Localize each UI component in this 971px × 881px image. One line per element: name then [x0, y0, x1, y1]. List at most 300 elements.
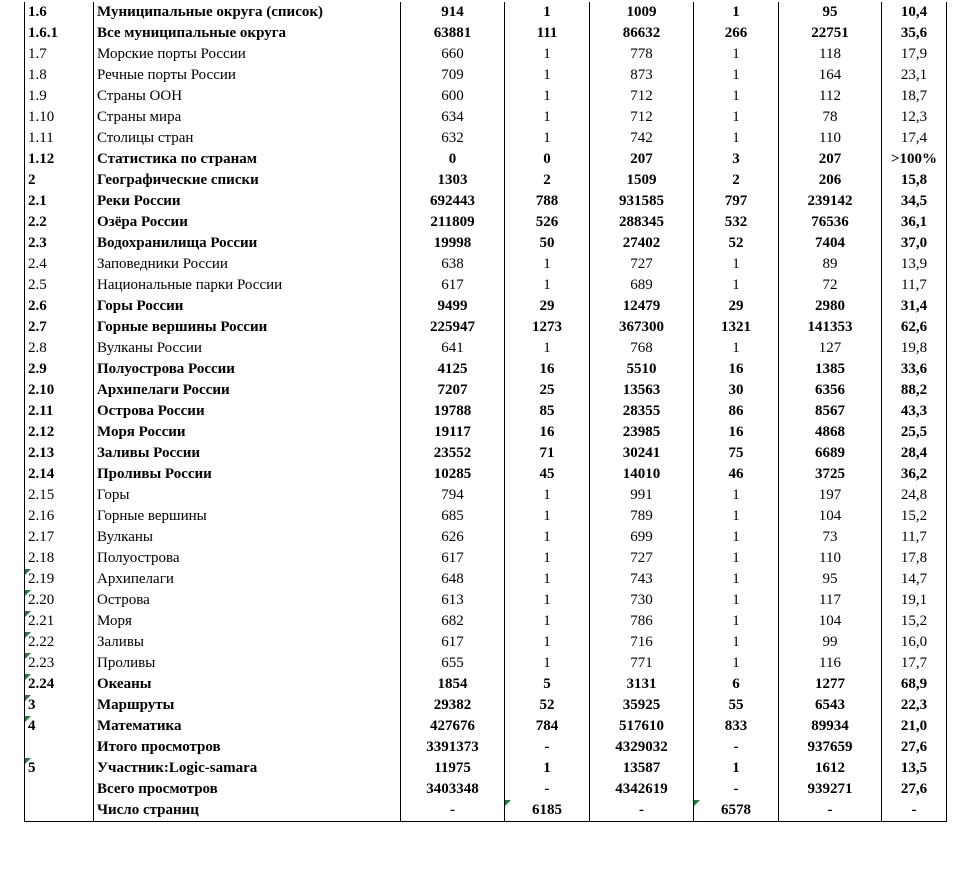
value-diff-cell[interactable] [779, 695, 882, 716]
value-b-cell[interactable] [505, 548, 590, 569]
value-diff-cell[interactable] [779, 86, 882, 107]
row-title-cell[interactable] [94, 317, 401, 338]
row-title-cell[interactable] [94, 758, 401, 779]
value-c-cell[interactable] [590, 443, 694, 464]
value-percent-cell[interactable] [882, 800, 947, 822]
value-c-cell[interactable] [590, 611, 694, 632]
value-a-cell[interactable] [401, 233, 505, 254]
value-a-cell[interactable] [401, 359, 505, 380]
value-percent-cell[interactable] [882, 737, 947, 758]
row-number-cell[interactable] [25, 338, 94, 359]
row-number-cell[interactable] [25, 380, 94, 401]
value-percent-cell[interactable] [882, 506, 947, 527]
value-b-cell[interactable] [505, 275, 590, 296]
value-d-cell[interactable] [694, 779, 779, 800]
row-number-cell[interactable] [25, 107, 94, 128]
value-b-cell[interactable] [505, 317, 590, 338]
row-number-cell[interactable] [25, 212, 94, 233]
value-a-cell[interactable] [401, 800, 505, 822]
value-diff-cell[interactable] [779, 674, 882, 695]
value-percent-cell[interactable] [882, 128, 947, 149]
value-percent-cell[interactable] [882, 65, 947, 86]
value-a-cell[interactable] [401, 506, 505, 527]
value-percent-cell[interactable] [882, 422, 947, 443]
value-c-cell[interactable] [590, 191, 694, 212]
row-number-cell[interactable] [25, 611, 94, 632]
row-number-cell[interactable] [25, 44, 94, 65]
value-c-cell[interactable] [590, 506, 694, 527]
row-number-cell[interactable] [25, 737, 94, 758]
value-c-cell[interactable] [590, 569, 694, 590]
value-c-cell[interactable] [590, 779, 694, 800]
value-d-cell[interactable] [694, 317, 779, 338]
row-title-cell[interactable] [94, 464, 401, 485]
value-percent-cell[interactable] [882, 485, 947, 506]
row-number-cell[interactable] [25, 2, 94, 23]
value-b-cell[interactable] [505, 569, 590, 590]
value-d-cell[interactable] [694, 653, 779, 674]
value-b-cell[interactable] [505, 506, 590, 527]
value-b-cell[interactable] [505, 296, 590, 317]
row-number-cell[interactable] [25, 548, 94, 569]
value-percent-cell[interactable] [882, 317, 947, 338]
value-c-cell[interactable] [590, 737, 694, 758]
value-c-cell[interactable] [590, 800, 694, 822]
value-a-cell[interactable] [401, 296, 505, 317]
value-percent-cell[interactable] [882, 2, 947, 23]
row-title-cell[interactable] [94, 359, 401, 380]
row-number-cell[interactable] [25, 800, 94, 822]
value-diff-cell[interactable] [779, 212, 882, 233]
row-number-cell[interactable] [25, 422, 94, 443]
row-number-cell[interactable] [25, 254, 94, 275]
value-b-cell[interactable] [505, 632, 590, 653]
row-number-cell[interactable] [25, 527, 94, 548]
row-title-cell[interactable] [94, 401, 401, 422]
value-percent-cell[interactable] [882, 275, 947, 296]
value-b-cell[interactable] [505, 653, 590, 674]
value-percent-cell[interactable] [882, 44, 947, 65]
value-c-cell[interactable] [590, 653, 694, 674]
value-d-cell[interactable] [694, 212, 779, 233]
row-title-cell[interactable] [94, 548, 401, 569]
value-diff-cell[interactable] [779, 44, 882, 65]
row-number-cell[interactable] [25, 191, 94, 212]
value-b-cell[interactable] [505, 233, 590, 254]
value-c-cell[interactable] [590, 233, 694, 254]
value-diff-cell[interactable] [779, 23, 882, 44]
value-d-cell[interactable] [694, 800, 779, 822]
value-d-cell[interactable] [694, 338, 779, 359]
value-diff-cell[interactable] [779, 380, 882, 401]
value-c-cell[interactable] [590, 128, 694, 149]
value-b-cell[interactable] [505, 422, 590, 443]
value-diff-cell[interactable] [779, 800, 882, 822]
value-c-cell[interactable] [590, 632, 694, 653]
value-d-cell[interactable] [694, 254, 779, 275]
value-d-cell[interactable] [694, 296, 779, 317]
value-percent-cell[interactable] [882, 149, 947, 170]
value-b-cell[interactable] [505, 611, 590, 632]
row-number-cell[interactable] [25, 128, 94, 149]
value-c-cell[interactable] [590, 674, 694, 695]
value-b-cell[interactable] [505, 674, 590, 695]
value-a-cell[interactable] [401, 716, 505, 737]
value-percent-cell[interactable] [882, 359, 947, 380]
value-percent-cell[interactable] [882, 401, 947, 422]
row-number-cell[interactable] [25, 779, 94, 800]
value-percent-cell[interactable] [882, 611, 947, 632]
value-d-cell[interactable] [694, 65, 779, 86]
value-c-cell[interactable] [590, 485, 694, 506]
value-a-cell[interactable] [401, 653, 505, 674]
value-percent-cell[interactable] [882, 254, 947, 275]
value-d-cell[interactable] [694, 23, 779, 44]
value-a-cell[interactable] [401, 338, 505, 359]
value-percent-cell[interactable] [882, 23, 947, 44]
row-number-cell[interactable] [25, 233, 94, 254]
value-percent-cell[interactable] [882, 527, 947, 548]
value-diff-cell[interactable] [779, 128, 882, 149]
row-title-cell[interactable] [94, 149, 401, 170]
value-d-cell[interactable] [694, 443, 779, 464]
value-c-cell[interactable] [590, 422, 694, 443]
value-percent-cell[interactable] [882, 233, 947, 254]
value-d-cell[interactable] [694, 44, 779, 65]
value-diff-cell[interactable] [779, 422, 882, 443]
value-a-cell[interactable] [401, 149, 505, 170]
value-diff-cell[interactable] [779, 191, 882, 212]
value-diff-cell[interactable] [779, 611, 882, 632]
value-diff-cell[interactable] [779, 464, 882, 485]
value-a-cell[interactable] [401, 485, 505, 506]
row-title-cell[interactable] [94, 44, 401, 65]
value-b-cell[interactable] [505, 695, 590, 716]
row-title-cell[interactable] [94, 569, 401, 590]
value-a-cell[interactable] [401, 632, 505, 653]
value-b-cell[interactable] [505, 191, 590, 212]
value-d-cell[interactable] [694, 359, 779, 380]
row-number-cell[interactable] [25, 569, 94, 590]
value-b-cell[interactable] [505, 779, 590, 800]
row-title-cell[interactable] [94, 338, 401, 359]
row-title-cell[interactable] [94, 254, 401, 275]
value-diff-cell[interactable] [779, 359, 882, 380]
value-c-cell[interactable] [590, 23, 694, 44]
value-c-cell[interactable] [590, 590, 694, 611]
row-title-cell[interactable] [94, 233, 401, 254]
value-b-cell[interactable] [505, 65, 590, 86]
value-d-cell[interactable] [694, 590, 779, 611]
value-d-cell[interactable] [694, 569, 779, 590]
value-diff-cell[interactable] [779, 527, 882, 548]
value-b-cell[interactable] [505, 464, 590, 485]
value-diff-cell[interactable] [779, 107, 882, 128]
row-title-cell[interactable] [94, 128, 401, 149]
value-b-cell[interactable] [505, 86, 590, 107]
row-number-cell[interactable] [25, 464, 94, 485]
value-d-cell[interactable] [694, 737, 779, 758]
row-number-cell[interactable] [25, 590, 94, 611]
value-b-cell[interactable] [505, 401, 590, 422]
value-diff-cell[interactable] [779, 2, 882, 23]
value-d-cell[interactable] [694, 632, 779, 653]
row-number-cell[interactable] [25, 170, 94, 191]
value-a-cell[interactable] [401, 191, 505, 212]
value-a-cell[interactable] [401, 674, 505, 695]
value-c-cell[interactable] [590, 317, 694, 338]
value-c-cell[interactable] [590, 464, 694, 485]
row-title-cell[interactable] [94, 422, 401, 443]
value-c-cell[interactable] [590, 275, 694, 296]
value-diff-cell[interactable] [779, 590, 882, 611]
row-number-cell[interactable] [25, 443, 94, 464]
value-b-cell[interactable] [505, 737, 590, 758]
value-d-cell[interactable] [694, 758, 779, 779]
value-d-cell[interactable] [694, 548, 779, 569]
value-a-cell[interactable] [401, 422, 505, 443]
value-a-cell[interactable] [401, 128, 505, 149]
value-b-cell[interactable] [505, 44, 590, 65]
value-c-cell[interactable] [590, 527, 694, 548]
row-number-cell[interactable] [25, 296, 94, 317]
value-c-cell[interactable] [590, 338, 694, 359]
value-diff-cell[interactable] [779, 569, 882, 590]
value-c-cell[interactable] [590, 758, 694, 779]
value-a-cell[interactable] [401, 779, 505, 800]
value-d-cell[interactable] [694, 611, 779, 632]
value-percent-cell[interactable] [882, 170, 947, 191]
row-title-cell[interactable] [94, 716, 401, 737]
value-c-cell[interactable] [590, 107, 694, 128]
value-d-cell[interactable] [694, 128, 779, 149]
value-a-cell[interactable] [401, 590, 505, 611]
value-d-cell[interactable] [694, 149, 779, 170]
value-b-cell[interactable] [505, 254, 590, 275]
value-b-cell[interactable] [505, 23, 590, 44]
value-b-cell[interactable] [505, 170, 590, 191]
value-c-cell[interactable] [590, 44, 694, 65]
row-title-cell[interactable] [94, 23, 401, 44]
row-number-cell[interactable] [25, 632, 94, 653]
row-title-cell[interactable] [94, 485, 401, 506]
value-b-cell[interactable] [505, 338, 590, 359]
value-diff-cell[interactable] [779, 737, 882, 758]
value-diff-cell[interactable] [779, 170, 882, 191]
row-number-cell[interactable] [25, 86, 94, 107]
row-title-cell[interactable] [94, 653, 401, 674]
value-d-cell[interactable] [694, 170, 779, 191]
value-c-cell[interactable] [590, 149, 694, 170]
value-c-cell[interactable] [590, 359, 694, 380]
value-a-cell[interactable] [401, 380, 505, 401]
value-b-cell[interactable] [505, 590, 590, 611]
row-title-cell[interactable] [94, 170, 401, 191]
value-diff-cell[interactable] [779, 716, 882, 737]
value-b-cell[interactable] [505, 212, 590, 233]
value-percent-cell[interactable] [882, 695, 947, 716]
row-title-cell[interactable] [94, 86, 401, 107]
value-percent-cell[interactable] [882, 443, 947, 464]
value-b-cell[interactable] [505, 527, 590, 548]
value-percent-cell[interactable] [882, 191, 947, 212]
value-d-cell[interactable] [694, 107, 779, 128]
value-c-cell[interactable] [590, 695, 694, 716]
value-percent-cell[interactable] [882, 569, 947, 590]
row-title-cell[interactable] [94, 737, 401, 758]
value-a-cell[interactable] [401, 2, 505, 23]
value-diff-cell[interactable] [779, 779, 882, 800]
row-number-cell[interactable] [25, 65, 94, 86]
value-a-cell[interactable] [401, 401, 505, 422]
value-diff-cell[interactable] [779, 338, 882, 359]
value-a-cell[interactable] [401, 275, 505, 296]
value-diff-cell[interactable] [779, 254, 882, 275]
value-a-cell[interactable] [401, 548, 505, 569]
value-percent-cell[interactable] [882, 632, 947, 653]
value-b-cell[interactable] [505, 149, 590, 170]
row-title-cell[interactable] [94, 212, 401, 233]
value-b-cell[interactable] [505, 359, 590, 380]
row-number-cell[interactable] [25, 401, 94, 422]
value-d-cell[interactable] [694, 506, 779, 527]
value-c-cell[interactable] [590, 212, 694, 233]
value-percent-cell[interactable] [882, 716, 947, 737]
row-title-cell[interactable] [94, 191, 401, 212]
value-percent-cell[interactable] [882, 296, 947, 317]
value-d-cell[interactable] [694, 86, 779, 107]
value-a-cell[interactable] [401, 86, 505, 107]
value-a-cell[interactable] [401, 107, 505, 128]
value-a-cell[interactable] [401, 527, 505, 548]
value-b-cell[interactable] [505, 443, 590, 464]
value-d-cell[interactable] [694, 401, 779, 422]
value-d-cell[interactable] [694, 464, 779, 485]
value-c-cell[interactable] [590, 254, 694, 275]
row-number-cell[interactable] [25, 23, 94, 44]
row-title-cell[interactable] [94, 590, 401, 611]
value-percent-cell[interactable] [882, 380, 947, 401]
value-a-cell[interactable] [401, 212, 505, 233]
row-title-cell[interactable] [94, 506, 401, 527]
value-diff-cell[interactable] [779, 296, 882, 317]
value-a-cell[interactable] [401, 695, 505, 716]
value-a-cell[interactable] [401, 569, 505, 590]
row-number-cell[interactable] [25, 317, 94, 338]
value-percent-cell[interactable] [882, 758, 947, 779]
row-title-cell[interactable] [94, 443, 401, 464]
value-diff-cell[interactable] [779, 548, 882, 569]
value-a-cell[interactable] [401, 44, 505, 65]
value-a-cell[interactable] [401, 464, 505, 485]
value-d-cell[interactable] [694, 716, 779, 737]
row-title-cell[interactable] [94, 695, 401, 716]
row-number-cell[interactable] [25, 275, 94, 296]
row-title-cell[interactable] [94, 2, 401, 23]
value-c-cell[interactable] [590, 401, 694, 422]
value-c-cell[interactable] [590, 380, 694, 401]
value-b-cell[interactable] [505, 485, 590, 506]
value-b-cell[interactable] [505, 716, 590, 737]
row-title-cell[interactable] [94, 380, 401, 401]
value-diff-cell[interactable] [779, 317, 882, 338]
value-d-cell[interactable] [694, 233, 779, 254]
value-c-cell[interactable] [590, 65, 694, 86]
value-a-cell[interactable] [401, 170, 505, 191]
value-b-cell[interactable] [505, 800, 590, 822]
value-c-cell[interactable] [590, 170, 694, 191]
value-b-cell[interactable] [505, 128, 590, 149]
value-a-cell[interactable] [401, 737, 505, 758]
row-title-cell[interactable] [94, 632, 401, 653]
value-percent-cell[interactable] [882, 107, 947, 128]
value-c-cell[interactable] [590, 2, 694, 23]
value-percent-cell[interactable] [882, 653, 947, 674]
value-diff-cell[interactable] [779, 758, 882, 779]
row-title-cell[interactable] [94, 674, 401, 695]
row-title-cell[interactable] [94, 800, 401, 822]
value-d-cell[interactable] [694, 191, 779, 212]
row-title-cell[interactable] [94, 611, 401, 632]
value-d-cell[interactable] [694, 527, 779, 548]
row-number-cell[interactable] [25, 695, 94, 716]
value-diff-cell[interactable] [779, 485, 882, 506]
value-percent-cell[interactable] [882, 548, 947, 569]
value-diff-cell[interactable] [779, 275, 882, 296]
value-percent-cell[interactable] [882, 779, 947, 800]
row-title-cell[interactable] [94, 107, 401, 128]
value-d-cell[interactable] [694, 674, 779, 695]
value-c-cell[interactable] [590, 716, 694, 737]
row-title-cell[interactable] [94, 527, 401, 548]
value-b-cell[interactable] [505, 2, 590, 23]
value-d-cell[interactable] [694, 422, 779, 443]
value-a-cell[interactable] [401, 65, 505, 86]
value-a-cell[interactable] [401, 23, 505, 44]
value-c-cell[interactable] [590, 548, 694, 569]
value-b-cell[interactable] [505, 380, 590, 401]
row-number-cell[interactable] [25, 485, 94, 506]
value-a-cell[interactable] [401, 317, 505, 338]
value-percent-cell[interactable] [882, 338, 947, 359]
value-diff-cell[interactable] [779, 149, 882, 170]
row-number-cell[interactable] [25, 506, 94, 527]
row-number-cell[interactable] [25, 149, 94, 170]
value-diff-cell[interactable] [779, 632, 882, 653]
value-b-cell[interactable] [505, 107, 590, 128]
value-diff-cell[interactable] [779, 506, 882, 527]
value-a-cell[interactable] [401, 758, 505, 779]
value-percent-cell[interactable] [882, 86, 947, 107]
value-d-cell[interactable] [694, 380, 779, 401]
value-diff-cell[interactable] [779, 401, 882, 422]
row-number-cell[interactable] [25, 359, 94, 380]
value-percent-cell[interactable] [882, 590, 947, 611]
row-number-cell[interactable] [25, 758, 94, 779]
row-title-cell[interactable] [94, 779, 401, 800]
row-title-cell[interactable] [94, 275, 401, 296]
row-title-cell[interactable] [94, 65, 401, 86]
value-percent-cell[interactable] [882, 674, 947, 695]
value-percent-cell[interactable] [882, 212, 947, 233]
value-a-cell[interactable] [401, 611, 505, 632]
value-c-cell[interactable] [590, 86, 694, 107]
value-d-cell[interactable] [694, 2, 779, 23]
value-b-cell[interactable] [505, 758, 590, 779]
value-diff-cell[interactable] [779, 233, 882, 254]
value-percent-cell[interactable] [882, 464, 947, 485]
value-d-cell[interactable] [694, 275, 779, 296]
